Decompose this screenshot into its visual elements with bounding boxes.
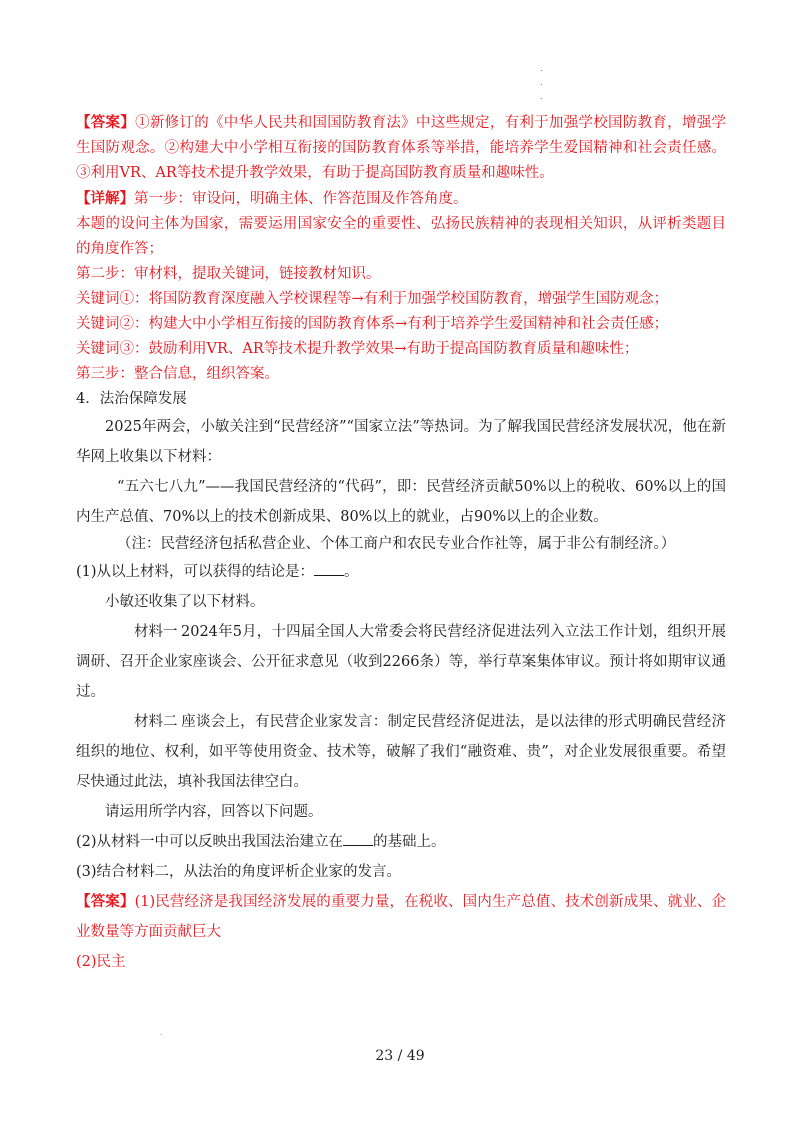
header-dot: .: [540, 92, 543, 101]
header-dots: [540, 62, 543, 104]
material-two: [76, 707, 726, 797]
detail-keyword-3: 关键词③：鼓励利用VR、AR等技术提升教学效果→有助于提高国防教育质量和趣味性；: [76, 341, 639, 357]
sub-question-2-text: (2)从材料一中可以反映出我国法治建立在: [76, 834, 344, 850]
sub-question-3: (3)结合材料二，从法治的角度评析企业家的发言。: [76, 864, 402, 880]
sub-question-2: [76, 827, 726, 857]
detail-step1: 第一步：审设问，明确主体、作答范围及作答角度。: [134, 191, 468, 207]
detail-tag: 【详解】: [76, 190, 134, 207]
material-note: （注：民营经济包括私营企业、个体工商户和农民专业合作社等，属于非公有制经济。）: [117, 536, 676, 552]
page-separator: /: [397, 1048, 403, 1064]
answer-tag: 【答案】: [76, 114, 136, 131]
answer-4-part-2: (2)民主: [76, 954, 126, 970]
detail-keyword-2: 关键词②：构建大中小学相互衔接的国防教育体系→有利于培养学生爱国精神和社会责任感；: [76, 316, 669, 332]
answer-tag: 【答案】: [76, 893, 135, 910]
sub-question-1-end: 。: [344, 564, 359, 580]
question-title: 4．法治保障发展: [76, 391, 187, 407]
answer-blank: [314, 561, 344, 576]
answer-block-4: [76, 887, 726, 947]
answer-blank: [343, 831, 373, 846]
material-one-label: 材料一: [134, 624, 178, 640]
margin-mark: .: [160, 1028, 163, 1037]
material-two-label: 材料二: [134, 714, 178, 730]
header-dot: .: [540, 78, 543, 87]
current-page: 23: [375, 1048, 394, 1064]
total-pages: 49: [406, 1048, 425, 1064]
question-intro: 2025年两会，小敏关注到“民营经济”“国家立法”等热词。为了解我国民营经济发展状况，他在新华网上收集以下材料：: [76, 419, 726, 465]
answer-block-1: [76, 110, 726, 186]
page-number: [0, 1048, 800, 1064]
material-one: [76, 617, 726, 707]
detail-step3: 第三步：整合信息，组织答案。: [76, 366, 279, 382]
more-materials-line: 小敏还收集了以下材料。: [105, 594, 265, 610]
header-dot: .: [540, 64, 543, 73]
sub-question-1: [76, 557, 726, 587]
sub-question-2-end: 的基础上。: [373, 834, 446, 850]
answer-text: ①新修订的《中华人民共和国国防教育法》中这些规定，有利于加强学校国防教育，增强学生国防观念。②构建大中小学相互衔接的国防教育体系等举措，能培养学生爱国精神和社会责任感。③利用VR、AR等技术提升教学效果，有助于提高国防教育质量和趣味性。: [76, 115, 727, 181]
instruction-line: 请运用所学内容，回答以下问题。: [105, 804, 323, 820]
answer-4-part-1: (1)民营经济是我国经济发展的重要力量，在税收、国内生产总值、技术创新成果、就业、企业数量等方面贡献巨大: [76, 894, 726, 940]
material-stats: “五六七八九”——我国民营经济的“代码”，即：民营经济贡献50%以上的税收、60%以上的国内生产总值、70%以上的技术创新成果、80%以上的就业，占90%以上的企业数。: [76, 479, 726, 525]
detail-keyword-1: 关键词①：将国防教育深度融入学校课程等→有利于加强学校国防教育，增强学生国防观念；: [76, 291, 669, 307]
page-content: [76, 110, 726, 977]
material-one-text: 2024年5月，十四届全国人大常委会将民营经济促进法列入立法工作计划，组织开展调研、召开企业家座谈会、公开征求意见（收到2266条）等，举行草案集体审议。预计将如期审议通过。: [76, 624, 726, 700]
material-two-text: 座谈会上，有民营企业家发言：制定民营经济促进法，是以法律的形式明确民营经济组织的地位、权利，如平等使用资金、技术等，破解了我们“融资难、贵”，对企业发展很重要。希望尽快通过此法，填补我国法律空白。: [76, 714, 726, 790]
detail-step1-body: 本题的设问主体为国家，需要运用国家安全的重要性、弘扬民族精神的表现相关知识，从评析类题目的角度作答；: [76, 216, 726, 257]
detail-step1-line: [76, 186, 726, 212]
detail-step2: 第二步：审材料，提取关键词，链接教材知识。: [76, 266, 381, 282]
sub-question-1-text: (1)从以上材料，可以获得的结论是：: [76, 564, 315, 580]
